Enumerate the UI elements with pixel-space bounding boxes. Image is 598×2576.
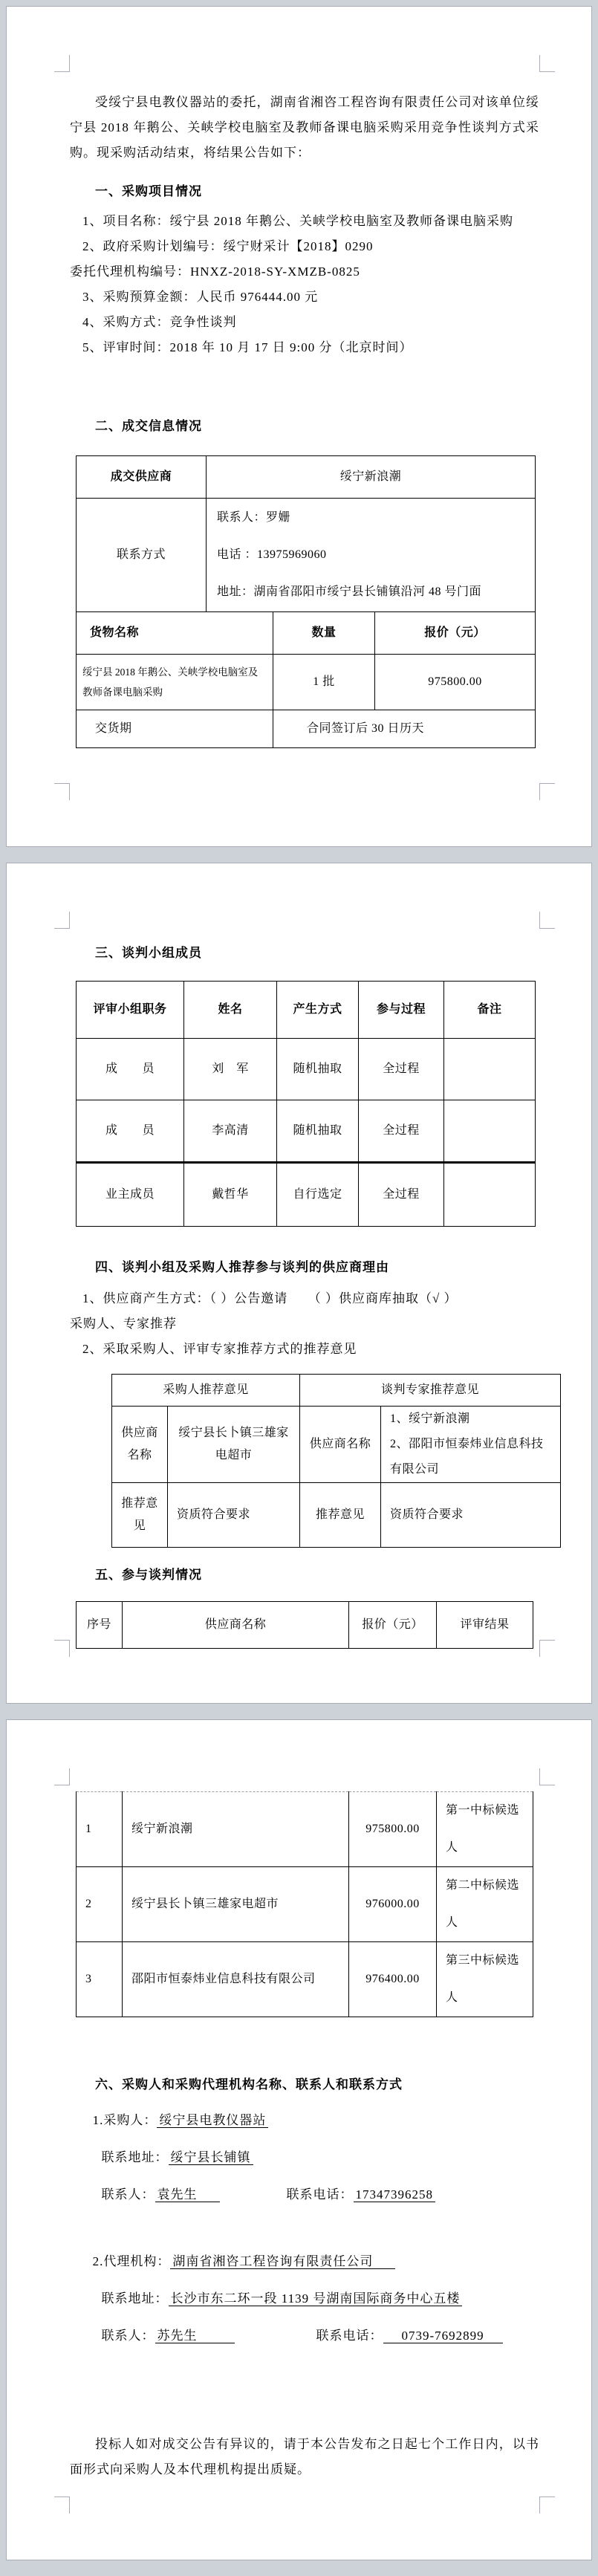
agency-phone-label: 联系电话：: [316, 2329, 383, 2343]
purchaser-recommend-header: 采购人推荐意见: [112, 1375, 300, 1407]
goods-qty-cell: 1 批: [273, 655, 375, 710]
left-opinion-value: 资质符合要求: [168, 1483, 300, 1548]
bidder-result: 第一中标候选人: [437, 1792, 533, 1867]
table-row: [77, 1100, 536, 1163]
member-process: 全过程: [359, 1039, 444, 1100]
section-6-heading: 六、采购人和采购代理机构名称、联系人和联系方式: [95, 2077, 403, 2092]
bidder-result: 第三中标候选人: [437, 1942, 533, 2017]
recommended-supplier-1: 1、绥宁新浪潮: [390, 1412, 470, 1425]
agency-address-label: 联系地址：: [101, 2291, 169, 2306]
bidders-header-price: 报价（元）: [349, 1602, 437, 1649]
goods-qty-header: 数量: [273, 612, 375, 655]
margin-mark-bottom-left: [54, 2496, 70, 2514]
contact-address: 地址：湖南省邵阳市绥宁县长铺镇沿河 48 号门面: [217, 585, 482, 598]
contact-label-cell: 联系方式: [77, 499, 207, 612]
purchaser-contact-label: 联系人：: [101, 2187, 155, 2202]
member-name: 李高清: [184, 1100, 277, 1163]
budget-item: 3、采购预算金额：人民币 976444.00 元: [82, 290, 319, 304]
member-process: 全过程: [359, 1100, 444, 1163]
contact-person: 联系人：罗姗: [217, 511, 291, 524]
member-role: 业主成员: [77, 1163, 184, 1227]
purchaser-address-value: 绥宁县长铺镇: [169, 2150, 253, 2165]
member-note: [444, 1100, 536, 1163]
table-header-row: [77, 982, 536, 1039]
section-1-heading: 一、采购项目情况: [95, 184, 202, 198]
member-method: 随机抽取: [277, 1100, 359, 1163]
bidders-header-no: 序号: [77, 1602, 123, 1649]
section-5-heading: 五、参与谈判情况: [95, 1568, 202, 1582]
right-opinion-value: 资质符合要求: [381, 1483, 561, 1548]
purchaser-phone-label: 联系电话：: [286, 2187, 354, 2202]
goods-name-header: 货物名称: [77, 612, 273, 655]
margin-mark-top-right: [539, 1768, 555, 1785]
agency-number-item: 委托代理机构编号：HNXZ-2018-SY-XMZB-0825: [70, 265, 360, 279]
left-supplier-value: 绥宁县长卜镇三雄家电超市: [168, 1407, 300, 1483]
section-2-heading: 二、成交信息情况: [95, 419, 202, 433]
goods-name-cell: 绥宁县 2018 年鹅公、关峡学校电脑室及教师备课电脑采购: [77, 655, 273, 710]
bidder-name: 绥宁县长卜镇三雄家电超市: [123, 1867, 349, 1942]
delivery-label-cell: 交货期: [77, 710, 273, 748]
table-row: [77, 710, 536, 748]
member-role: 成 员: [77, 1100, 184, 1163]
agency-contact-value: 苏先生: [155, 2329, 235, 2343]
bidder-price: 976000.00: [349, 1867, 437, 1942]
table-row: [112, 1483, 561, 1548]
agency-contact-line: [70, 2323, 539, 2349]
agency-contact-label: 联系人：: [101, 2329, 155, 2343]
margin-mark-bottom-right: [539, 2496, 555, 2514]
agency-value: 湖南省湘咨工程咨询有限责任公司: [170, 2254, 395, 2269]
left-opinion-label: 推荐意见: [112, 1483, 168, 1548]
agency-label: 2.代理机构：: [92, 2254, 171, 2268]
table-row: [77, 1942, 533, 2017]
document-page-3: [6, 1719, 592, 2560]
supplier-value-cell: 绥宁新浪潮: [207, 456, 536, 499]
bidder-price: 975800.00: [349, 1792, 437, 1867]
contact-value-cell: [207, 499, 536, 612]
margin-mark-bottom-left: [54, 1640, 70, 1657]
expert-recommend-header: 谈判专家推荐意见: [300, 1375, 561, 1407]
bidders-table-rows: [76, 1791, 533, 2017]
member-name: 戴哲华: [184, 1163, 277, 1227]
supplier-source-line-2: 采购人、专家推荐: [70, 1317, 177, 1331]
bidder-no: 3: [77, 1942, 123, 2017]
document-page-2: [6, 863, 592, 1704]
agency-address-line: [70, 2286, 539, 2311]
margin-mark-bottom-left: [54, 783, 70, 800]
margin-mark-top-right: [539, 912, 555, 929]
section-3-heading: 三、谈判小组成员: [95, 946, 202, 960]
agency-phone-value: 0739-7692899: [383, 2329, 503, 2343]
right-supplier-label: 供应商名称: [300, 1407, 381, 1483]
bidder-no: 2: [77, 1867, 123, 1942]
purchaser-address-label: 联系地址：: [101, 2150, 169, 2164]
table-row: [77, 456, 536, 499]
recommend-table: [111, 1374, 561, 1548]
delivery-value-cell: 合同签订后 30 日历天: [273, 710, 536, 748]
purchaser-value: 绥宁县电教仪器站: [157, 2113, 268, 2128]
bidder-result: 第二中标候选人: [437, 1867, 533, 1942]
project-name-item: 1、项目名称：绥宁县 2018 年鹅公、关峡学校电脑室及教师备课电脑采购: [82, 214, 513, 228]
right-supplier-value: [381, 1407, 561, 1483]
purchaser-line: [70, 2108, 539, 2133]
members-table: [76, 981, 536, 1227]
margin-mark-bottom-right: [539, 1640, 555, 1657]
table-row: [77, 1163, 536, 1227]
left-supplier-label: 供应商名称: [112, 1407, 168, 1483]
table-header-row: [112, 1375, 561, 1407]
table-row: [77, 1867, 533, 1942]
method-item: 4、采购方式：竞争性谈判: [82, 315, 237, 329]
goods-price-cell: 975800.00: [375, 655, 536, 710]
table-row: [77, 1039, 536, 1100]
purchaser-address-line: [70, 2145, 539, 2170]
bidder-price: 976400.00: [349, 1942, 437, 2017]
bidder-no: 1: [77, 1792, 123, 1867]
review-time-item: 5、评审时间：2018 年 10 月 17 日 9:00 分（北京时间）: [82, 340, 413, 354]
plan-number-item: 2、政府采购计划编号：绥宁财采计【2018】0290: [82, 239, 374, 253]
supplier-source-line-1: 1、供应商产生方式：（ ）公告邀请 （ ）供应商库抽取（√ ）: [82, 1291, 458, 1305]
table-row: [77, 655, 536, 710]
member-note: [444, 1039, 536, 1100]
member-method: 随机抽取: [277, 1039, 359, 1100]
members-header-method: 产生方式: [277, 982, 359, 1039]
contact-phone: 电话 ：13975969060: [217, 548, 327, 561]
purchaser-phone-value: 17347396258: [354, 2187, 436, 2202]
purchaser-contact-line: [70, 2182, 539, 2207]
member-role: 成 员: [77, 1039, 184, 1100]
table-row: [112, 1407, 561, 1483]
table-row: [77, 1792, 533, 1867]
document-page-1: [6, 6, 592, 847]
supplier-label-cell: 成交供应商: [77, 456, 207, 499]
recommend-method-item: 2、采取采购人、评审专家推荐方式的推荐意见: [82, 1342, 357, 1356]
closing-paragraph: 投标人如对成交公告有异议的，请于本公告发布之日起七个工作日内，以书面形式向采购人及本代理机构提出质疑。: [70, 2437, 539, 2476]
table-row: [77, 499, 536, 612]
margin-mark-top-left: [54, 1768, 70, 1785]
bidders-table-header: [76, 1601, 533, 1649]
recommended-supplier-2: 2、邵阳市恒泰炜业信息科技有限公司: [390, 1438, 544, 1476]
member-note: [444, 1163, 536, 1227]
bidders-header-name: 供应商名称: [123, 1602, 349, 1649]
bidder-name: 邵阳市恒泰炜业信息科技有限公司: [123, 1942, 349, 2017]
agency-line: [70, 2249, 539, 2274]
margin-mark-top-left: [54, 912, 70, 929]
section-4-heading: 四、谈判小组及采购人推荐参与谈判的供应商理由: [95, 1260, 389, 1274]
member-name: 刘 军: [184, 1039, 277, 1100]
table-row: [77, 612, 536, 655]
purchaser-contact-value: 袁先生: [155, 2187, 220, 2202]
agency-address-value: 长沙市东二环一段 1139 号湖南国际商务中心五楼: [169, 2291, 463, 2306]
intro-paragraph: 受绥宁县电教仪器站的委托，湖南省湘咨工程咨询有限责任公司对该单位绥宁县 2018 年鹅公、关峡学校电脑室及教师备课电脑采购采用竞争性谈判方式采购。现采购活动结束，将结果公告如下：: [70, 95, 539, 160]
purchaser-label: 1.采购人：: [92, 2113, 157, 2127]
margin-mark-top-right: [539, 55, 555, 72]
right-opinion-label: 推荐意见: [300, 1483, 381, 1548]
members-header-name: 姓名: [184, 982, 277, 1039]
goods-table: [76, 612, 536, 748]
margin-mark-bottom-right: [539, 783, 555, 800]
margin-mark-top-left: [54, 55, 70, 72]
deal-info-table: [76, 455, 536, 612]
members-header-note: 备注: [444, 982, 536, 1039]
members-header-process: 参与过程: [359, 982, 444, 1039]
member-method: 自行选定: [277, 1163, 359, 1227]
bidders-header-result: 评审结果: [437, 1602, 533, 1649]
bidder-name: 绥宁新浪潮: [123, 1792, 349, 1867]
member-process: 全过程: [359, 1163, 444, 1227]
members-header-role: 评审小组职务: [77, 982, 184, 1039]
table-header-row: [77, 1602, 533, 1649]
goods-price-header: 报价（元）: [375, 612, 536, 655]
